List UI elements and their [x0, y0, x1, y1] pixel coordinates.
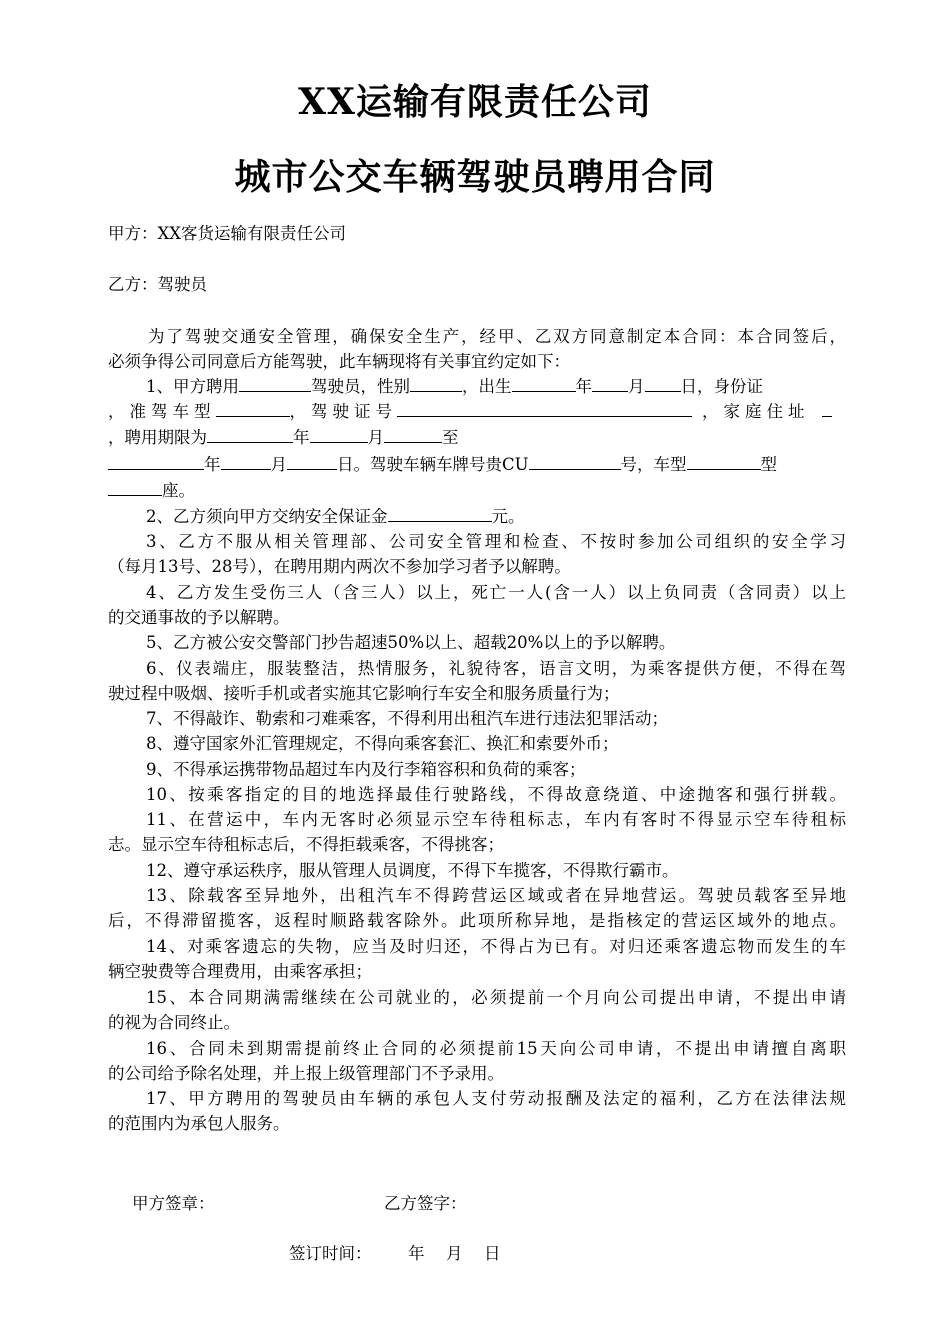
clause-line: 9、不得承运携带物品超过车内及行李箱容积和负荷的乘客；: [146, 760, 586, 779]
clause-line: 12、遵守承运秩序，服从管理人员调度，不得下车揽客，不得欺行霸市。: [146, 861, 679, 880]
clause-line: 6、仪表端庄，服装整洁，热情服务，礼貌待客，语言文明，为乘客提供方便，不得在驾: [146, 659, 846, 678]
clause-1-text: 月: [270, 455, 287, 474]
clause-1-text: 号，车型: [620, 455, 687, 474]
clause-text: 2、乙方须向甲方交纳安全保证金: [146, 507, 388, 526]
intro-line-1: 为了驾驶交通安全管理，确保安全生产，经甲、乙双方同意制定本合同：本合同签后，: [148, 327, 846, 346]
clause-line: 17、甲方聘用的驾驶员由车辆的承包人支付劳动报酬及法定的福利，乙方在法律法规: [146, 1089, 846, 1108]
driver-count-blank[interactable]: [239, 374, 311, 392]
clause-line: 5、乙方被公安交警部门抄告超速50%以上、超载20%以上的予以解聘。: [146, 633, 676, 652]
clause-1-text: ，驾驶证号: [289, 402, 397, 421]
clause-1-text: 年: [293, 428, 310, 447]
clause-1-text: ，家庭住址: [702, 402, 810, 421]
clause-line: 志。显示空车待租标志后，不得拒载乘客，不得挑客；: [108, 835, 504, 854]
clause-1-line-4: [108, 452, 846, 477]
clause-line: 的公司给予除名处理，并上报上级管理部门不予录用。: [108, 1064, 504, 1083]
term-end-year-blank[interactable]: [108, 452, 204, 470]
clause-1-line-1: [108, 374, 846, 399]
term-start-month-blank[interactable]: [310, 425, 368, 443]
clause-line: 13、除载客至异地外，出租汽车不得跨营运区域或者在异地营运。驾驶员载客至异地: [146, 886, 846, 905]
seat-count-blank[interactable]: [108, 478, 162, 496]
sign-date-label: 签订时间：: [289, 1244, 372, 1263]
clause-1-line-3: [108, 425, 846, 450]
clause-line: 3、乙方不服从相关管理部、公司安全管理和检查、不按时参加公司组织的安全学习: [146, 532, 846, 551]
clause-line: 辆空驶费等合理费用，由乘客承担；: [108, 962, 372, 981]
clause-line: 10、按乘客指定的目的地选择最佳行驶路线，不得故意绕道、中途抛客和强行拼载。: [146, 785, 846, 804]
address-blank[interactable]: [822, 399, 832, 417]
birth-year-blank[interactable]: [512, 374, 576, 392]
license-number-blank[interactable]: [397, 399, 692, 417]
clause-1-text: 月: [367, 428, 384, 447]
clause-1-text: 1、甲方聘用: [146, 377, 239, 396]
clause-line: 的视为合同终止。: [108, 1013, 240, 1032]
plate-number-blank[interactable]: [529, 452, 621, 470]
clause-line: 驶过程中吸烟、接听手机或者实施其它影响行车安全和服务质量行为；: [108, 684, 620, 703]
vehicle-type-blank[interactable]: [216, 399, 290, 417]
clause-1-text: 日，身份证: [680, 377, 763, 396]
clause-1-text: 座。: [162, 481, 195, 500]
clause-1-text: 驾驶员，性别: [311, 377, 410, 396]
party-a: 甲方：XX客货运输有限责任公司: [108, 224, 346, 243]
party-b: 乙方：驾驶员: [108, 275, 207, 294]
sign-date-day[interactable]: 日: [484, 1244, 501, 1263]
clause-line: 14、对乘客遗忘的失物，应当及时归还，不得占为已有。对归还乘客遗忘物而发生的车: [146, 937, 846, 956]
clause-1-text: 日。驾驶车辆车牌号贵CU: [337, 455, 529, 474]
sign-date-month[interactable]: 月: [446, 1244, 463, 1263]
party-a-signature[interactable]: 甲方签章：: [132, 1194, 215, 1213]
clause-1-text: ，出生: [462, 377, 512, 396]
clause-1-text: ，准驾车型: [108, 402, 216, 421]
clause-line: 后，不得滞留揽客，返程时顺路载客除外。此项所称异地，是指核定的营运区域外的地点。: [108, 911, 846, 930]
party-b-signature[interactable]: 乙方签字：: [384, 1194, 467, 1213]
clause-line: 15、本合同期满需继续在公司就业的，必须提前一个月向公司提出申请，不提出申请: [146, 988, 846, 1007]
term-end-day-blank[interactable]: [287, 452, 337, 470]
clause-line: 7、不得敲诈、勒索和刁难乘客，不得利用出租汽车进行违法犯罪活动；: [146, 709, 668, 728]
clause-1-text: 型: [760, 455, 778, 474]
clause-2: [108, 504, 846, 529]
clause-1-line-2: [108, 399, 846, 424]
contract-title: 城市公交车辆驾驶员聘用合同: [234, 156, 716, 198]
clause-line: 8、遵守国家外汇管理规定，不得向乘客套汇、换汇和索要外币；: [146, 734, 619, 753]
clause-line: 的范围内为承包人服务。: [108, 1114, 290, 1133]
deposit-amount-blank[interactable]: [388, 504, 492, 522]
birth-day-blank[interactable]: [645, 374, 681, 392]
clause-line: 11、在营运中，车内无客时必须显示空车待租标志，车内有客时不得显示空车待租标: [146, 810, 846, 829]
sign-date-year[interactable]: 年: [408, 1244, 425, 1263]
clause-1-line-5: [108, 478, 846, 503]
gender-blank[interactable]: [410, 374, 462, 392]
intro-line-2: 必须争得公司同意后方能驾驶，此车辆现将有关事宜约定如下：: [108, 352, 570, 371]
clause-text: 元。: [491, 507, 525, 526]
clause-line: 4、乙方发生受伤三人（含三人）以上，死亡一人(含一人）以上负同责（含同责）以上: [146, 583, 846, 602]
term-start-year-blank[interactable]: [207, 425, 293, 443]
clause-1-text: 年: [575, 377, 592, 396]
vehicle-model-blank[interactable]: [687, 452, 761, 470]
term-start-day-blank[interactable]: [384, 425, 442, 443]
clause-line: （每月13号、28号），在聘用期内两次不参加学习者予以解聘。: [108, 557, 571, 576]
clause-1-text: ，聘用期限为: [108, 428, 207, 447]
clause-line: 的交通事故的予以解聘。: [108, 608, 290, 627]
company-title: XX运输有限责任公司: [298, 81, 652, 123]
clause-1-text: 月: [628, 377, 645, 396]
term-end-month-blank[interactable]: [221, 452, 271, 470]
clause-1-text: 年: [204, 455, 221, 474]
birth-month-blank[interactable]: [592, 374, 628, 392]
clause-line: 16、合同未到期需提前终止合同的必须提前15天向公司申请，不提出申请擅自离职: [146, 1039, 846, 1058]
clause-1-text: 至: [442, 428, 459, 447]
